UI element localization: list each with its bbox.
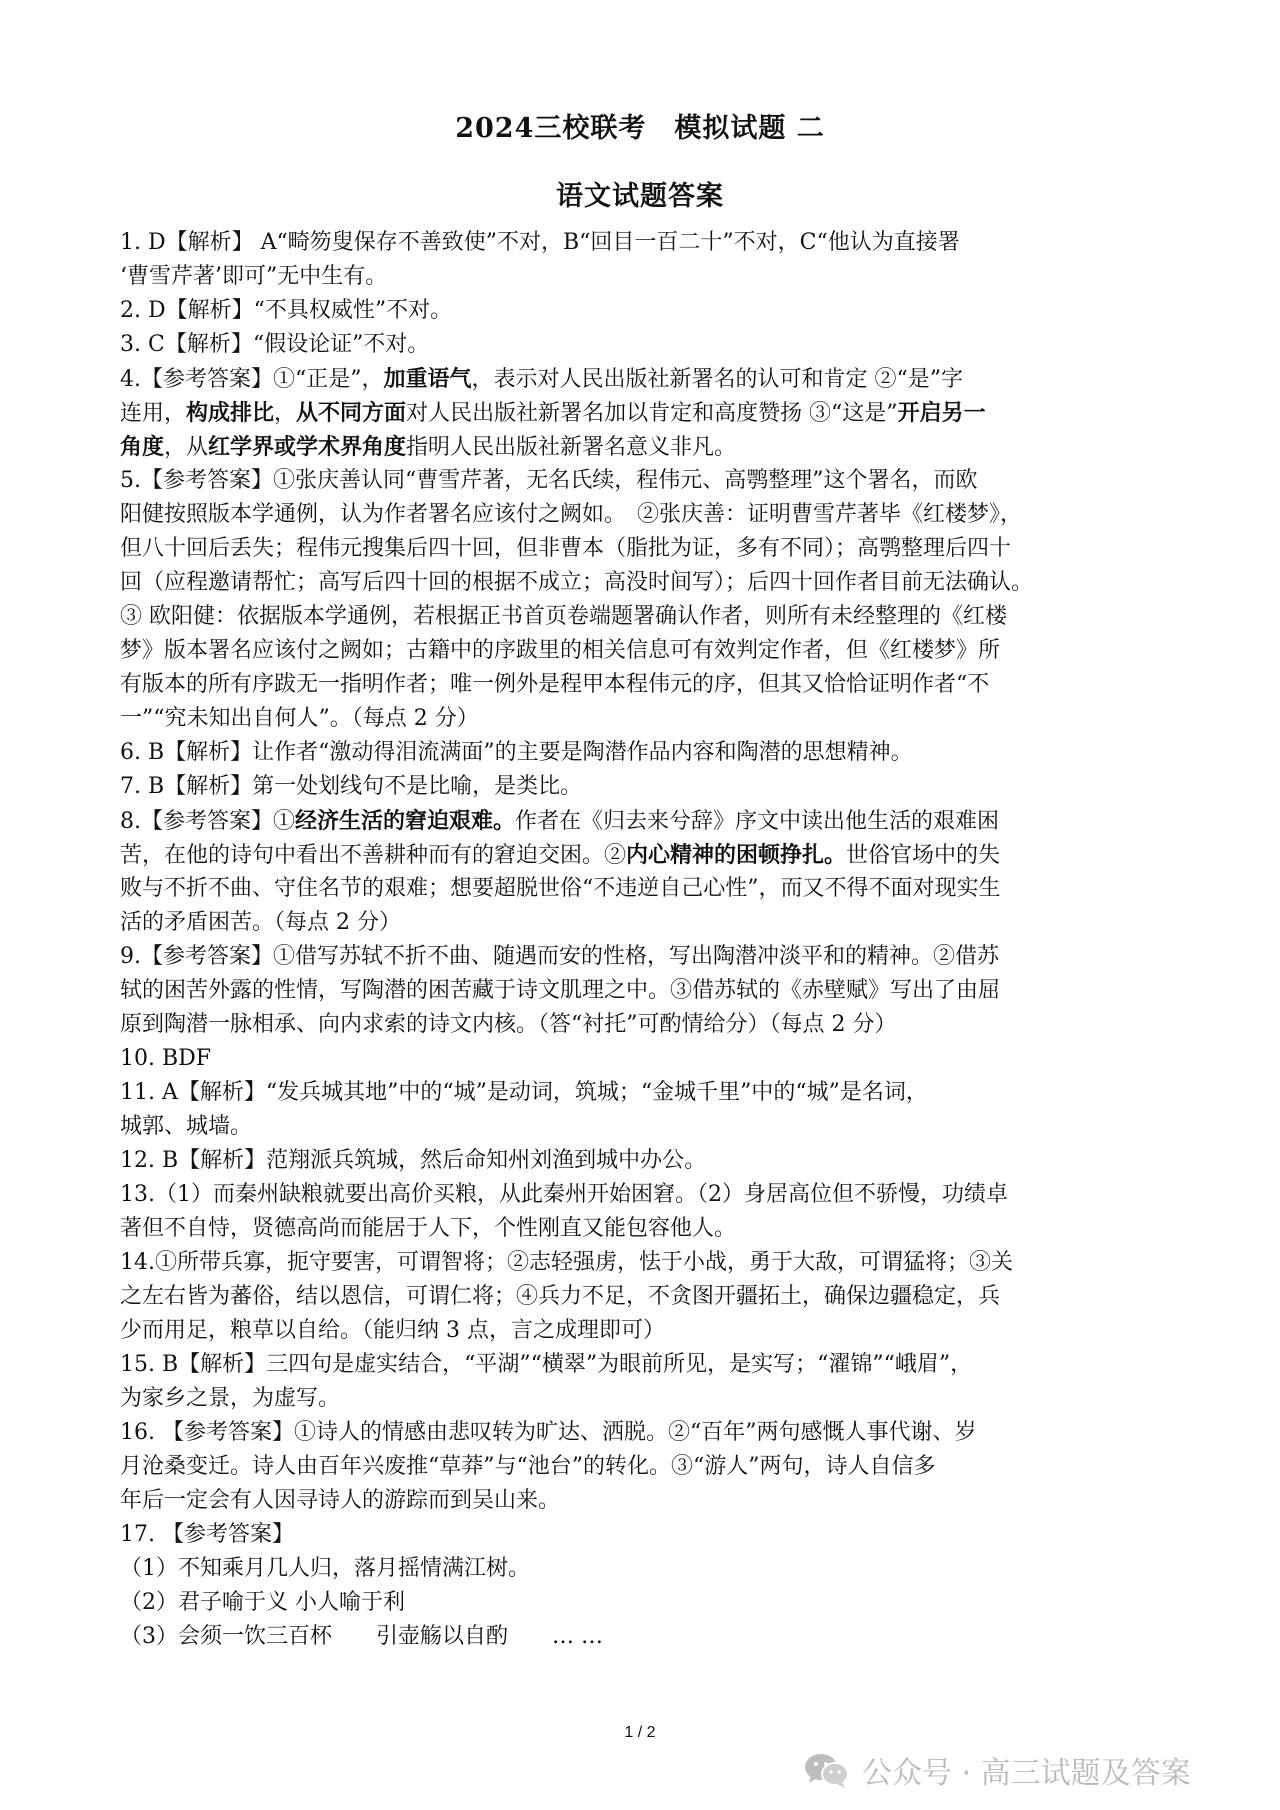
text-segment: 5.【参考答案】①张庆善认同“曹雪芹著，无名氏续，程伟元、高鹗整理”这个署名，而欧 [120,468,978,493]
text-segment: 7. B【解析】第一处划线句不是比喻，是类比。 [120,774,583,799]
text-segment: 对人民出版社新署名加以肯定和高度赞扬 ③“这是” [406,401,898,426]
answer-line [120,872,1170,906]
answer-line [120,1110,1170,1144]
answer-line [120,770,1170,804]
text-segment: 原到陶潜一脉相承、向内求索的诗文内核。（答“衬托”可酌情给分）（每点 2 分） [120,1012,897,1037]
text-segment: 4.【参考答案】①“正是”， [120,367,384,392]
text-segment: 17. 【参考答案】 [120,1522,294,1547]
text-segment: 14.①所带兵寡，扼守要害，可谓智将；②志轻强虏，怯于小战，勇于大敌，可谓猛将；③关 [120,1250,1013,1275]
text-segment: 作者在《归去来兮辞》序文中读出他生活的艰难困 [515,809,1000,834]
text-segment: ， [274,401,297,426]
text-segment: （3）会须一饮三百杯 引壶觞以自酌 … … [120,1624,603,1649]
answer-line [120,1246,1170,1280]
text-segment: 月沧桑变迁。诗人由百年兴废推“草莽”与“池台”的转化。③“游人”两句，诗人自信多 [120,1454,936,1479]
text-segment: 败与不折不曲、守住名节的艰难；想要超脱世俗“不违逆自己心性”，而又不得不面对现实生 [120,876,1001,901]
text-segment: ③ 欧阳健：依据版本学通例，若根据正书首页卷端题署确认作者，则所有未经整理的《红楼 [120,604,1007,629]
answer-line [120,1518,1170,1552]
answer-line [120,430,1170,464]
text-segment: 一”“究未知出自何人”。（每点 2 分） [120,706,479,731]
answer-line [120,1314,1170,1348]
text-segment: 之左右皆为蕃俗，结以恩信，可谓仁将；④兵力不足，不贪图开疆拓土，确保边疆稳定，兵 [120,1284,1001,1309]
answer-line [120,600,1170,634]
text-segment: （2）君子喻于义 小人喻于利 [120,1590,405,1615]
text-segment: 8.【参考答案】① [120,809,295,834]
answer-line [120,362,1170,396]
bold-text: 从不同方面 [296,400,407,426]
text-segment: 11. A【解析】“发兵城其地”中的“城”是动词，筑城；“金城千里”中的“城”是名词， [120,1080,928,1105]
text-segment: 12. B【解析】范翔派兵筑城，然后命知州刘渔到城中办公。 [120,1148,707,1173]
answer-line [120,634,1170,668]
text-segment: 世俗官场中的失 [846,843,1001,868]
answer-line [120,498,1170,532]
text-segment: 10. BDF [120,1046,212,1071]
text-segment: ，从 [164,435,209,460]
answer-line [120,396,1170,430]
text-segment: 有版本的所有序跋无一指明作者；唯一例外是程甲本程伟元的序，但其又恰恰证明作者“不 [120,672,990,697]
text-segment: 16. 【参考答案】①诗人的情感由悲叹转为旷达、洒脱。②“百年”两句感慨人事代谢、岁 [120,1420,977,1445]
text-segment: 9.【参考答案】①借写苏轼不折不曲、随遇而安的性格，写出陶潜冲淡平和的精神。②借苏 [120,944,999,969]
text-segment: 指明人民出版社新署名意义非凡。 [406,435,737,460]
answer-line [120,566,1170,600]
watermark-text: 公众号 · 高三试题及答案 [862,1756,1191,1791]
wechat-icon [802,1750,850,1790]
text-segment: ‘曹雪芹著’即可”无中生有。 [120,264,388,289]
text-segment: 著但不自恃，贤德高尚而能居于人下，个性刚直又能包容他人。 [120,1216,737,1241]
text-segment: 6. B【解析】让作者“激动得泪流满面”的主要是陶潜作品内容和陶潜的思想精神。 [120,740,913,765]
answer-line [120,532,1170,566]
text-segment: 但八十回后丢失；程伟元搜集后四十回，但非曹本（脂批为证，多有不同）；高鹗整理后四十 [120,536,1012,561]
bold-text: 开启另一 [897,400,986,426]
answer-line [120,1042,1170,1076]
text-segment: （1）不知乘月几人归，落月摇情满江树。 [120,1556,530,1581]
answer-line [120,260,1170,294]
answer-line [120,1552,1170,1586]
answer-line [120,1348,1170,1382]
text-segment: 连用， [120,401,187,426]
answer-line [120,906,1170,940]
text-segment: 13.（1）而秦州缺粮就要出高价买粮，从此秦州开始困窘。（2）身居高位但不骄慢，功绩卓 [120,1182,1008,1207]
answer-body [120,226,1170,1654]
text-segment: 1. D【解析】 A“畸笏叟保存不善致使”不对，B“回目一百二十”不对，C“他认为直接署 [120,230,960,255]
text-segment: 活的矛盾困苦。（每点 2 分） [120,910,401,935]
page-title: 2024三校联考 模拟试题 二 [455,113,825,144]
text-segment: 为家乡之景，为虚写。 [120,1386,341,1411]
answer-line [120,328,1170,362]
page-subtitle: 语文试题答案 [556,181,724,212]
answer-line [120,940,1170,974]
answer-line [120,1076,1170,1110]
answer-line [120,702,1170,736]
bold-text: 经济生活的窘迫艰难。 [295,808,516,834]
answer-line [120,226,1170,260]
answer-line [120,1212,1170,1246]
bold-text: 构成排比 [186,400,275,426]
answer-line [120,1416,1170,1450]
answer-line [120,1280,1170,1314]
answer-line [120,1178,1170,1212]
text-segment: 15. B【解析】三四句是虚实结合，“平湖”“横翠”为眼前所见，是实写；“濯锦”“峨眉”， [120,1352,973,1377]
text-segment: 3. C【解析】“假设论证”不对。 [120,332,430,357]
text-segment: 城郭、城墙。 [120,1114,253,1139]
answer-line [120,464,1170,498]
answer-line [120,1382,1170,1416]
text-segment: 年后一定会有人因寻诗人的游踪而到吴山来。 [120,1488,561,1513]
answer-line [120,294,1170,328]
answer-line [120,1586,1170,1620]
text-segment: 少而用足，粮草以自给。（能归纳 3 点，言之成理即可） [120,1318,665,1343]
page-number: 1 / 2 [624,1724,656,1741]
answer-line [120,804,1170,838]
text-segment: 梦》版本署名应该付之阙如；古籍中的序跋里的相关信息可有效判定作者，但《红楼梦》所 [120,638,1001,663]
bold-text: 红学界或学术界角度 [208,434,407,460]
answer-line [120,838,1170,872]
answer-line [120,1484,1170,1518]
text-segment: 轼的困苦外露的性情，写陶潜的困苦藏于诗文肌理之中。③借苏轼的《赤壁赋》写出了由屈 [120,978,1001,1003]
answer-line [120,1144,1170,1178]
text-segment: 阳健按照版本学通例，认为作者署名应该付之阙如。 ②张庆善：证明曹雪芹著毕《红楼梦》， [120,502,1023,527]
text-segment: ，表示对人民出版社新署名的认可和肯定 ②“是”字 [471,367,964,392]
answer-line [120,736,1170,770]
text-segment: 2. D【解析】“不具权威性”不对。 [120,298,453,323]
bold-text: 角度 [120,434,165,460]
answer-line [120,1450,1170,1484]
watermark [802,1746,1191,1794]
answer-line [120,668,1170,702]
answer-line [120,1008,1170,1042]
bold-text: 内心精神的困顿挣扎。 [626,842,847,868]
text-segment: 苦，在他的诗句中看出不善耕种而有的窘迫交困。② [120,843,627,868]
bold-text: 加重语气 [383,366,472,392]
answer-line [120,1620,1170,1654]
text-segment: 回（应程邀请帮忙；高写后四十回的根据不成立；高没时间写）；后四十回作者目前无法确认。 [120,570,1034,595]
answer-line [120,974,1170,1008]
